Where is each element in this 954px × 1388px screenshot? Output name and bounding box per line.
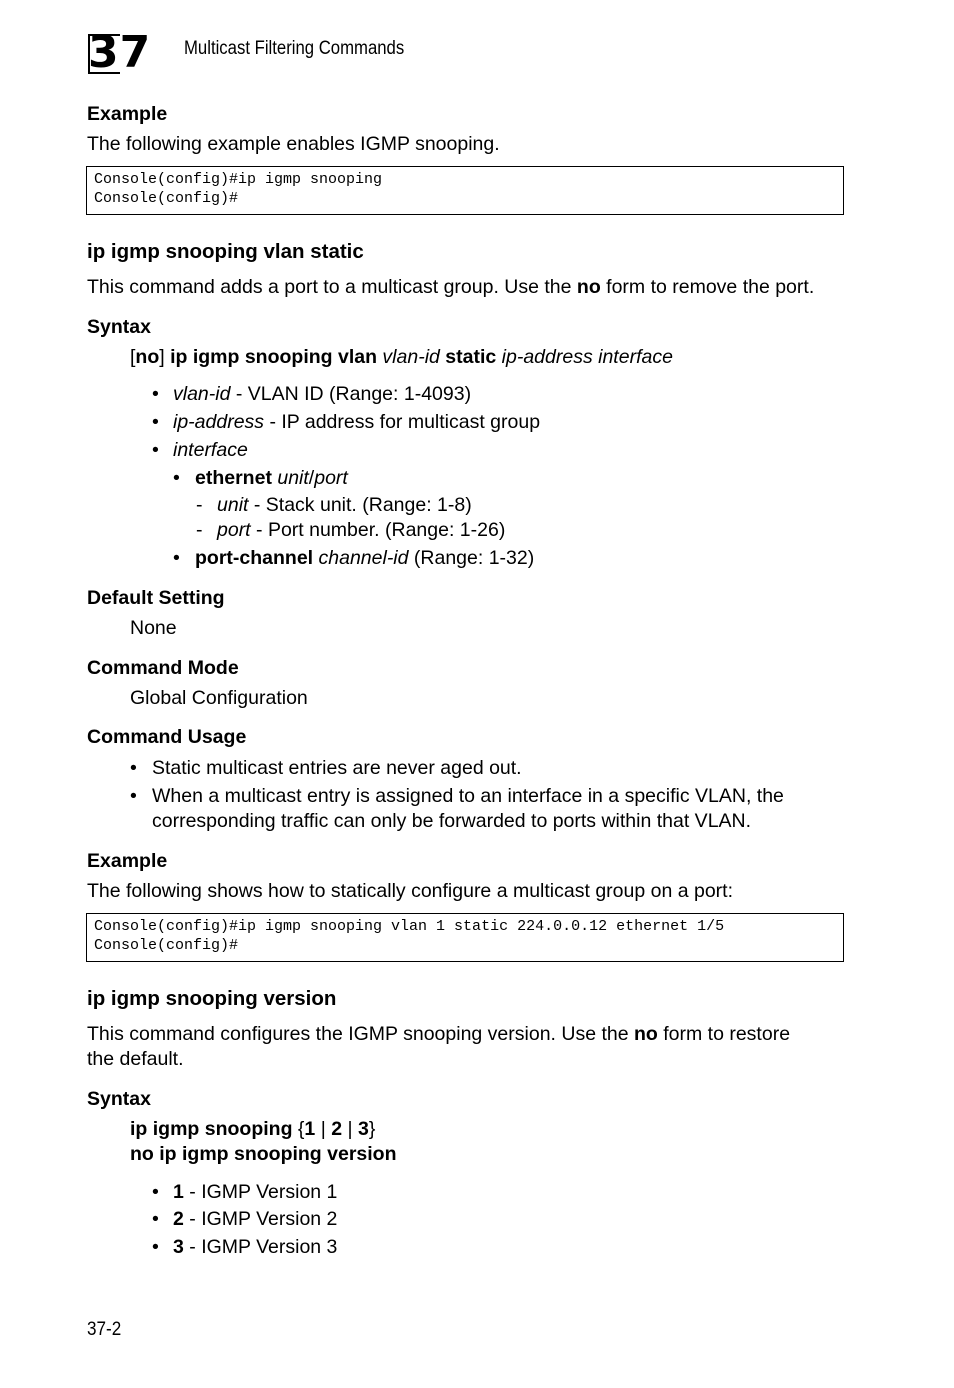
bullet-glyph: • [152,383,159,405]
example-heading: Example [87,850,168,872]
usage-item: Static multicast entries are never aged out. [152,757,522,779]
example-intro: The following shows how to statically configure a multicast group on a port: [87,880,733,902]
bullet-glyph: • [130,785,137,807]
example-heading: Example [87,103,168,125]
default-setting-heading: Default Setting [87,587,225,609]
bullet-glyph: • [173,547,180,569]
command-title: ip igmp snooping vlan static [87,240,364,263]
usage-item: When a multicast entry is assigned to an interface in a specific VLAN, the [152,785,784,807]
code-line: Console(config)#ip igmp snooping vlan 1 static 224.0.0.12 ethernet 1/5 [94,918,725,935]
dash-glyph: - [196,519,203,541]
syntax-heading: Syntax [87,1088,151,1110]
code-line: Console(config)#ip igmp snooping [94,171,383,188]
bullet-glyph: • [130,757,137,779]
command-description: This command adds a port to a multicast group. Use the no form to remove the port. [87,276,815,298]
bullet-glyph: • [173,467,180,489]
version-item: 2 - IGMP Version 2 [173,1208,338,1230]
page-number: 37-2 [87,1319,122,1340]
code-block [86,913,844,962]
syntax-line: ip igmp snooping {1 | 2 | 3} [130,1118,376,1140]
syntax-line: [no] ip igmp snooping vlan vlan-id static ip-address interface [130,346,673,368]
command-mode-value: Global Configuration [130,687,308,709]
syntax-heading: Syntax [87,316,151,338]
example-intro: The following example enables IGMP snooping. [87,133,500,155]
dash-glyph: - [196,494,203,516]
code-block [86,166,844,215]
bullet-glyph: • [152,1208,159,1230]
command-mode-heading: Command Mode [87,657,239,679]
bullet-glyph: • [152,439,159,461]
chapter-number: 37 [88,27,152,78]
running-title: Multicast Filtering Commands [184,38,405,59]
command-description-continued: the default. [87,1048,184,1070]
interface-port-channel: port-channel channel-id (Range: 1-32) [195,547,535,569]
code-line: Console(config)# [94,190,239,207]
bullet-glyph: • [152,411,159,433]
command-description: This command configures the IGMP snooping version. Use the no form to restore [87,1023,791,1045]
version-item: 1 - IGMP Version 1 [173,1181,338,1203]
param-item: ip-address - IP address for multicast group [173,411,541,433]
usage-item-continued: corresponding traffic can only be forwarded to ports within that VLAN. [152,810,752,832]
default-setting-value: None [130,617,177,639]
code-line: Console(config)# [94,937,239,954]
interface-unit: unit - Stack unit. (Range: 1-8) [217,494,472,516]
version-item: 3 - IGMP Version 3 [173,1236,338,1258]
bullet-glyph: • [152,1181,159,1203]
param-item: vlan-id - VLAN ID (Range: 1-4093) [173,383,472,405]
syntax-line-no: no ip igmp snooping version [130,1143,397,1165]
param-item: interface [173,439,248,461]
interface-ethernet: ethernet unit/port [195,467,348,489]
command-title: ip igmp snooping version [87,987,337,1010]
bullet-glyph: • [152,1236,159,1258]
command-usage-heading: Command Usage [87,726,247,748]
interface-port: port - Port number. (Range: 1-26) [217,519,506,541]
